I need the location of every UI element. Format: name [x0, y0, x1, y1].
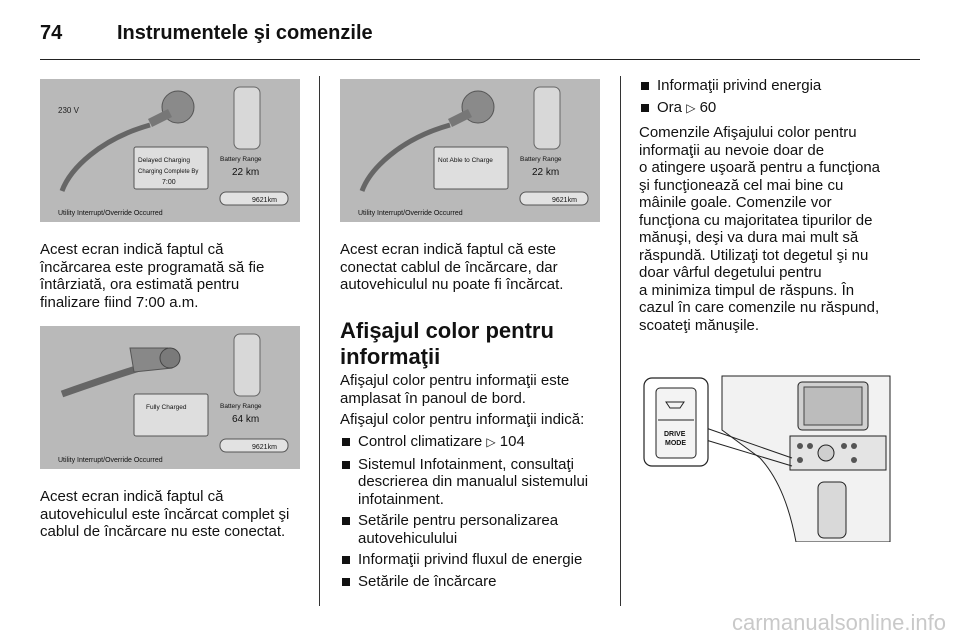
gear-shifter [818, 482, 846, 538]
status-box [134, 394, 208, 436]
bullet-square-icon [641, 104, 649, 112]
page-reference: 60 [699, 98, 717, 116]
odometer-value: 9621km [252, 197, 277, 204]
list-item: Informaţii privind fluxul de energie [340, 551, 615, 569]
paragraph-display-location: Afişajul color pentru informaţii este amplasat în panoul de bord. [340, 372, 570, 407]
bullet-square-icon [342, 556, 350, 564]
status-line-1: Not Able to Charge [438, 157, 493, 164]
list-item: Sistemul Infotainment, consultaţi descrierea din manualul sistemului infotainment. [340, 456, 615, 509]
range-value: 64 km [232, 414, 260, 425]
range-label: Battery Range [220, 156, 262, 163]
odometer-value: 9621km [552, 197, 577, 204]
bullet-square-icon [342, 461, 350, 469]
voltage-label: 230 V [58, 106, 79, 115]
page-title: Instrumentele şi comenzile [117, 22, 373, 44]
energy-bullet-list [639, 77, 919, 121]
figure-footer: Utility Interrupt/Override Occurred [58, 457, 163, 464]
drive-mode-button [656, 388, 696, 458]
bullet-square-icon [641, 82, 649, 90]
control-panel [790, 436, 886, 470]
page-header [40, 20, 920, 60]
section-title: Afişajul color pentru informaţii [340, 318, 554, 369]
battery-icon [234, 87, 260, 149]
status-line-3: 7:00 [162, 179, 176, 186]
display-bullet-list [340, 433, 615, 594]
list-item: Control climatizare ▷ 104 [340, 433, 615, 452]
battery-icon [234, 334, 260, 396]
column-divider-1 [319, 76, 320, 606]
range-label: Battery Range [520, 156, 562, 163]
drive-mode-label-2: MODE [665, 440, 686, 447]
bullet-square-icon [342, 578, 350, 586]
list-item: Setările de încărcare [340, 573, 615, 591]
charging-screen-figure-delayed [40, 79, 300, 222]
knob-icon [818, 445, 834, 461]
bullet-square-icon [342, 517, 350, 525]
dashboard-figure [640, 370, 892, 542]
drive-mode-label-1: DRIVE [664, 431, 686, 438]
range-value: 22 km [232, 167, 260, 178]
list-item: Ora ▷ 60 [639, 99, 919, 118]
odometer-value: 9621km [252, 444, 277, 451]
figure-footer: Utility Interrupt/Override Occurred [358, 210, 463, 217]
range-label: Battery Range [220, 403, 262, 410]
paragraph-not-able-to-charge: Acest ecran indică faptul că este conectat cablul de încărcare, dar autovehiculul nu poate fi încărcat. [340, 241, 564, 293]
status-line-2: Charging Complete By [138, 169, 199, 175]
list-item: Informaţii privind energia [639, 77, 919, 95]
bullet-square-icon [342, 438, 350, 446]
reference-arrow-icon: ▷ [486, 435, 496, 449]
paragraph-fully-charged: Acest ecran indică faptul că autovehiculul este încărcat complet şi cablul de încărcare nu este conectat. [40, 488, 290, 540]
paragraph-touch-controls: Comenzile Afişajului color pentru informaţii au nevoie doar de o atingere uşoară pentru a funcţiona şi funcţionează cel mai bine cu mâinile goale. Comenzile vor funcţiona cu majoritatea tipurilor de mănuşi, deşi va dura mai mult să răspundă. Utilizaţi tot degetul şi nu doar vârful degetului pentru a minimiza timpul de răspuns. În cazul în care comenzile nu răspund, scoateţi mănuşile. [639, 124, 881, 334]
range-value: 22 km [532, 167, 560, 178]
battery-icon [534, 87, 560, 149]
reference-arrow-icon: ▷ [686, 100, 696, 115]
plug-socket-icon [160, 348, 180, 368]
status-line-1: Delayed Charging [138, 157, 191, 164]
figure-footer: Utility Interrupt/Override Occurred [58, 210, 163, 217]
charging-screen-figure-not-able [340, 79, 600, 222]
status-line-1: Fully Charged [146, 404, 187, 411]
list-item: Setările pentru personalizarea autovehiculului [340, 512, 615, 547]
page-reference: 104 [499, 433, 525, 450]
paragraph-delayed-charging: Acest ecran indică faptul că încărcarea este programată să fie întârziată, ora estimată pentru finalizare fiind 7:00 a.m. [40, 241, 265, 311]
watermark: carmanualsonline.info [731, 610, 946, 635]
page-number: 74 [40, 22, 63, 44]
column-divider-2 [620, 76, 621, 606]
paragraph-display-indicates: Afişajul color pentru informaţii indică: [340, 411, 585, 428]
status-box [434, 147, 508, 189]
charging-screen-figure-fully-charged [40, 326, 300, 469]
